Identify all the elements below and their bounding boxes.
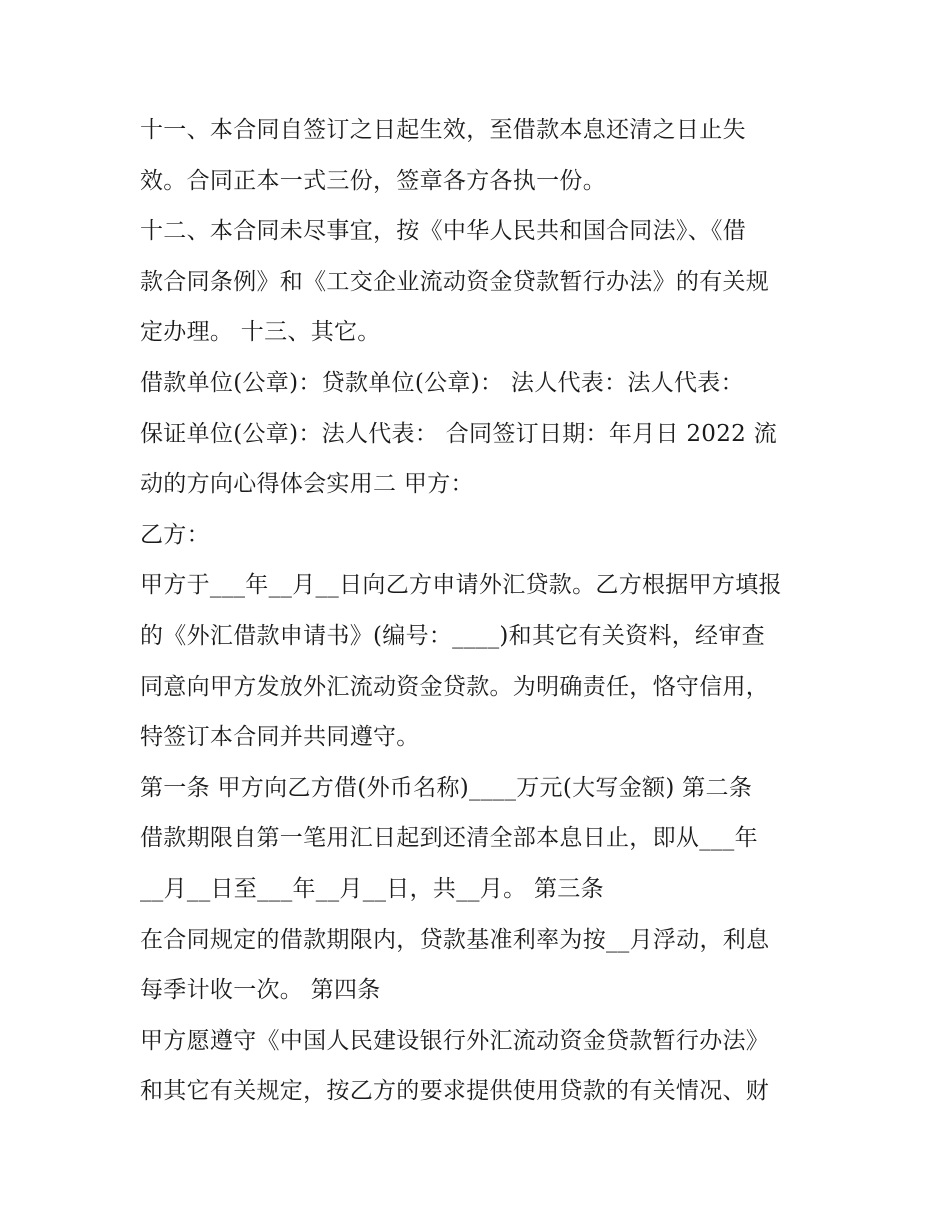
text-line: 每季计收一次。 第四条 [140, 977, 381, 1004]
text-line: 借款期限自第一笔用汇日起到还清全部本息日止，即从___年 [140, 825, 758, 852]
text-line: 借款单位(公章)：贷款单位(公章)： 法人代表：法人代表： [140, 369, 744, 396]
text-line: __月__日至___年__月__日，共__月。 第三条 [140, 875, 604, 902]
text-line: 乙方： [140, 521, 210, 548]
text-line: 第一条 甲方向乙方借(外币名称)____万元(大写金额) 第二条 [140, 774, 753, 801]
text-line: 十二、本合同未尽事宜，按《中华人民共和国合同法》、《借 [140, 218, 747, 245]
text-line: 款合同条例》和《工交企业流动资金贷款暂行办法》的有关规 [140, 268, 770, 295]
text-line: 同意向甲方发放外汇流动资金贷款。为明确责任，恪守信用， [140, 673, 770, 700]
document-page [140, 105, 830, 1117]
text-line: 的《外汇借款申请书》(编号：____)和其它有关资料，经审查 [140, 622, 765, 649]
text-line: 特签订本合同并共同遵守。 [140, 724, 420, 751]
text-line: 甲方愿遵守《中国人民建设银行外汇流动资金贷款暂行办法》 [140, 1027, 770, 1054]
text-line: 在合同规定的借款期限内，贷款基准利率为按__月浮动，利息 [140, 926, 770, 953]
text-line: 甲方于___年__月__日向乙方申请外汇贷款。乙方根据甲方填报 [140, 572, 782, 599]
text-line: 效。合同正本一式三份，签章各方各执一份。 [140, 167, 606, 194]
text-line: 定办理。 十三、其它。 [140, 319, 381, 346]
text-line: 十一、本合同自签订之日起生效，至借款本息还清之日止失 [140, 117, 746, 143]
text-line: 动的方向心得体会实用二 甲方： [140, 471, 474, 498]
text-line: 和其它有关规定，按乙方的要求提供使用贷款的有关情况、财 [140, 1078, 770, 1105]
text-line: 保证单位(公章)：法人代表： 合同签订日期：年月日 2022 流 [140, 420, 778, 447]
